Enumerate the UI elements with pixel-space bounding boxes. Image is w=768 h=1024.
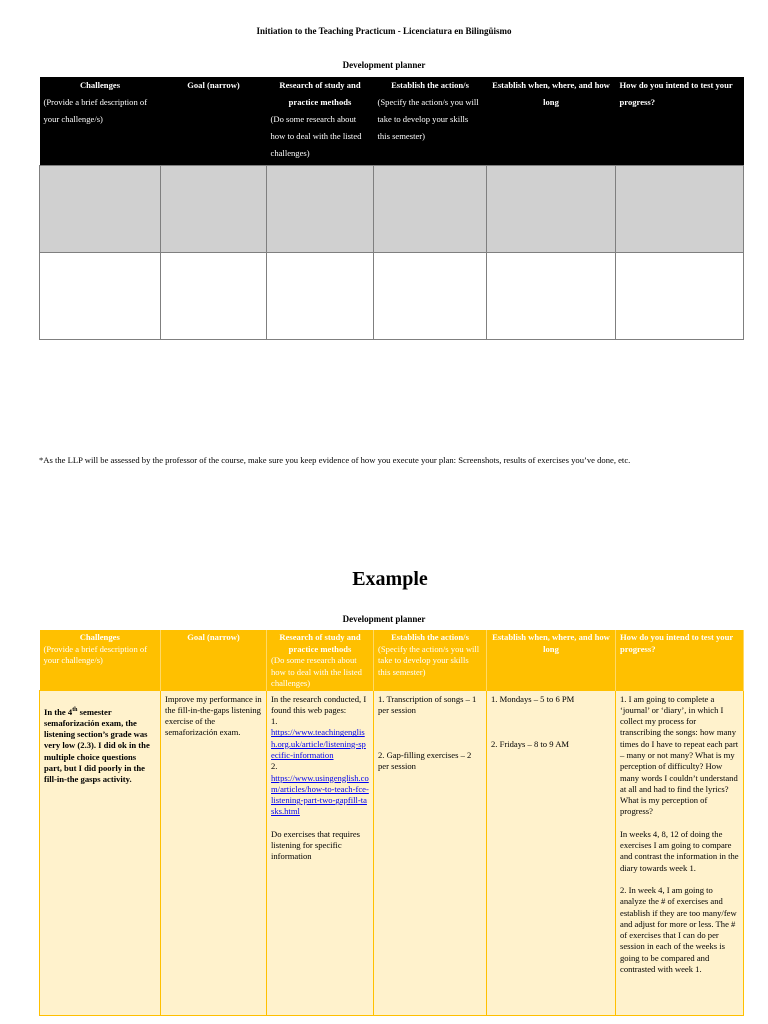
header-challenges-desc: (Provide a brief description of your challenge/s) [43,97,148,124]
example-challenge-cell [40,690,161,1015]
example-planner-table [39,630,744,1016]
ex-header-challenges-desc: (Provide a brief description of your challenge/s) [43,643,148,665]
ex-header-action-desc: (Specify the action/s you will take to develop your skills this semester) [378,643,480,677]
ex-header-action-title: Establish the action/s [391,632,469,642]
ex-header-when-title: Establish when, where, and how long [492,632,610,654]
table-cell[interactable] [616,252,744,339]
research-outro: Do exercises that requires listening for specific information [271,828,361,862]
table-cell[interactable] [267,252,374,339]
table-cell[interactable] [487,165,616,252]
example-planner-title: Development planner [342,614,426,624]
ex-header-when [487,630,616,690]
ex-header-goal-title: Goal (narrow) [187,632,240,642]
ex-header-test [616,630,744,690]
test-item-2: In weeks 4, 8, 12 of doing the exercises I am going to compare and contrast the information in the diary towards week 1. [620,828,739,873]
header-challenges [40,77,161,165]
header-when [487,77,616,165]
table-cell[interactable] [374,165,487,252]
table-cell[interactable] [487,252,616,339]
table-row [40,252,744,339]
research-number-2: 2. [271,761,278,772]
when-item-2: 2. Fridays – 8 to 9 AM [491,738,570,749]
header-action-title: Establish the action/s [391,80,469,90]
action-item-2: 2. Gap-filling exercises – 2 per session [378,750,472,772]
planner-title: Development planner [342,60,426,70]
example-row [40,690,744,1015]
table-cell[interactable] [267,165,374,252]
research-number-1: 1. [271,716,278,727]
table-header-row [40,77,744,165]
challenge-text-post: semester semaforización exam, the listening section’s grade was very low (2.3). I did ok in the multiple choice questions part, but I did poorly in the fill-in-the gasps activity. [44,706,150,785]
table-cell[interactable] [616,165,744,252]
header-research [267,77,374,165]
table-cell[interactable] [374,252,487,339]
research-link-1[interactable]: https://www.teachingenglish.org.uk/article/listening-specific-information [271,727,366,760]
header-research-title: Research of study and practice methods [279,80,361,107]
research-link-2[interactable]: https://www.usingenglish.com/articles/how-to-teach-fce-listening-part-two-gapfill-tasks.html [271,772,369,817]
document-title: Initiation to the Teaching Practicum - Licenciatura en Bilingüismo [256,26,512,36]
test-item-1: 1. I am going to complete a ‘journal’ or ‘diary’, in which I collect my process for transcribing the songs: how many times do I have to repeat each part – many or not many? What is my perception of difficulty? How many words I couldn’t understand at all and had to find the lyrics? What is my perception of progress? [620,693,739,817]
table-cell[interactable] [161,252,267,339]
ex-header-test-title: How do you intend to test your progress? [620,632,734,654]
example-header-row [40,630,744,690]
ex-header-goal [161,630,267,690]
test-item-3: 2. In week 4, I am going to analyze the # of exercises and establish if they are too many/few and adjust for more or less. The # of exercises that I can do per session in each of the weeks is going to be compared and contrasted with week 1. [620,884,737,975]
when-item-1: 1. Mondays – 5 to 6 PM [491,693,575,704]
example-action-cell [374,690,487,1015]
table-cell[interactable] [161,165,267,252]
ex-header-research [267,630,374,690]
header-goal-title: Goal (narrow) [187,80,240,90]
header-research-desc: (Do some research about how to deal with the listed challenges) [270,114,362,158]
header-action [374,77,487,165]
ex-header-research-desc: (Do some research about how to deal with the listed challenges) [271,655,362,688]
example-heading: Example [352,568,428,590]
header-goal [161,77,267,165]
action-item-1: 1. Transcription of songs – 1 per session [378,693,477,715]
challenge-text-pre: In the 4 [44,706,73,717]
ex-header-challenges-title: Challenges [79,632,120,642]
header-action-desc: (Specify the action/s you will take to develop your skills this semester) [377,97,479,141]
challenge-superscript: th [72,706,78,713]
header-challenges-title: Challenges [79,80,121,90]
example-when-cell [487,690,616,1015]
ex-header-research-title: Research of study and practice methods [279,632,361,654]
research-intro: In the research conducted, I found this web pages: [271,693,367,715]
evidence-note: *As the LLP will be assessed by the professor of the course, make sure you keep evidence of how you execute your plan: Screenshots, results of exercises you’ve done, etc. [39,455,631,465]
goal-text: Improve my performance in the fill-in-the-gaps listening exercise of the semaforización exam. [165,693,262,738]
example-research-cell [267,690,374,1015]
example-test-cell [616,690,744,1015]
table-row [40,165,744,252]
ex-header-action [374,630,487,690]
header-test [616,77,744,165]
development-planner-table [39,77,744,340]
table-cell[interactable] [40,252,161,339]
table-cell[interactable] [40,165,161,252]
header-test-title: How do you intend to test your progress? [619,80,733,107]
example-goal-cell [161,690,267,1015]
header-when-title: Establish when, where, and how long [492,80,610,107]
ex-header-challenges [40,630,161,690]
